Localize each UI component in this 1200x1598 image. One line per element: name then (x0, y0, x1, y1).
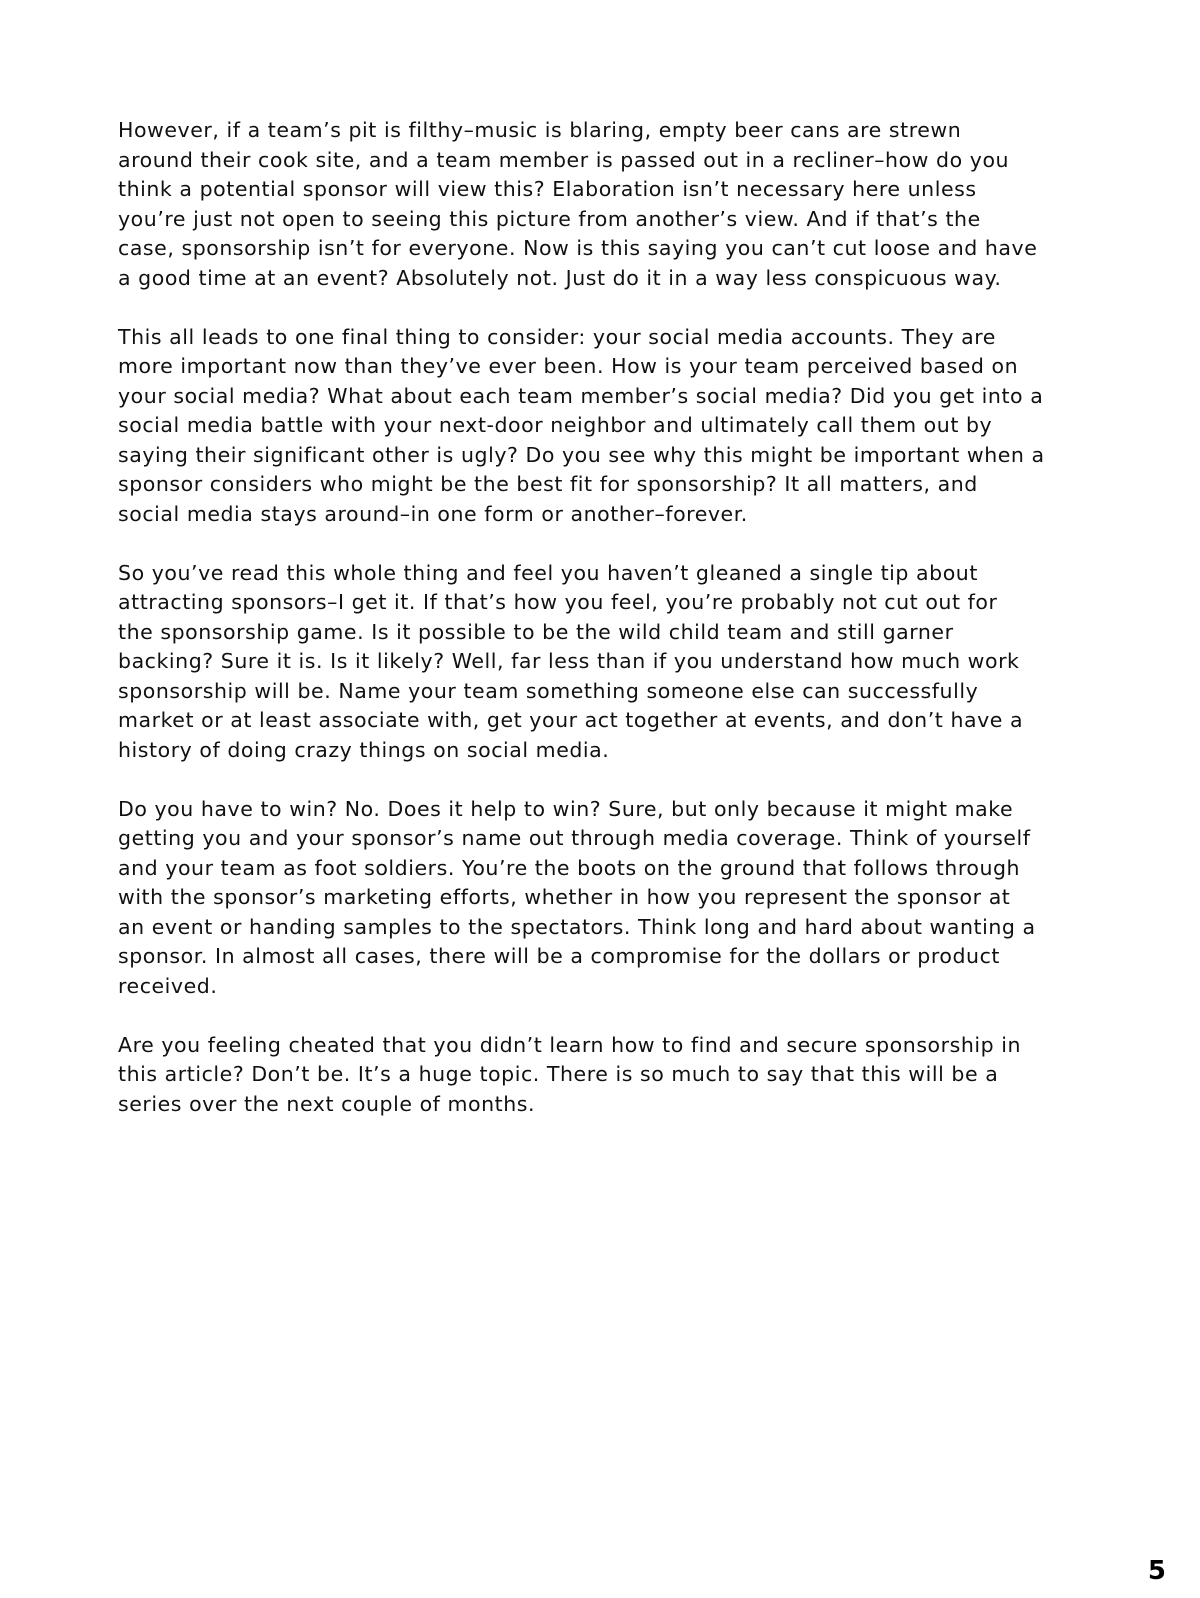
text-line: the sponsorship game. Is it possible to be the wild child team and still garner (118, 619, 954, 644)
text-line: a good time at an event? Absolutely not. Just do it in a way less conspicuous way. (118, 265, 1002, 290)
article-body (118, 116, 1078, 1149)
text-line: case, sponsorship isn’t for everyone. Now is this saying you can’t cut loose and have (118, 236, 1038, 260)
paragraph (118, 1031, 1078, 1120)
text-line: getting you and your sponsor’s name out through media coverage. Think of yourself (118, 826, 1031, 850)
page-number: 5 (1147, 1556, 1166, 1586)
text-line: an event or handing samples to the spectators. Think long and hard about wanting a (118, 914, 1036, 939)
text-line: your social media? What about each team member’s social media? Did you get into a (118, 383, 1044, 408)
text-line: series over the next couple of months. (118, 1091, 536, 1116)
text-line: think a potential sponsor will view this? Elaboration isn’t necessary here unless (118, 177, 977, 201)
text-line: sponsor considers who might be the best fit for sponsorship? It all matters, and (118, 472, 978, 496)
text-line: social media stays around–in one form or another–forever. (118, 501, 748, 526)
text-line: around their cook site, and a team member is passed out in a recliner–how do you (118, 147, 1010, 172)
text-line: backing? Sure it is. Is it likely? Well, far less than if you understand how much work (118, 649, 1020, 673)
text-line: sponsorship will be. Name your team something someone else can successfully (118, 678, 979, 703)
text-line: Are you feeling cheated that you didn’t learn how to find and secure sponsorship in (118, 1032, 1022, 1057)
text-line: attracting sponsors–I get it. If that’s how you feel, you’re probably not cut out for (118, 590, 998, 614)
paragraph (118, 795, 1078, 1002)
text-line: this article? Don’t be. It’s a huge topic. There is so much to say that this will be a (118, 1062, 999, 1086)
text-line: This all leads to one final thing to consider: your social media accounts. They are (118, 324, 996, 349)
paragraph (118, 323, 1078, 530)
text-line: history of doing crazy things on social media. (118, 737, 610, 762)
text-line: sponsor. In almost all cases, there will be a compromise for the dollars or product (118, 944, 1001, 968)
text-line: market or at least associate with, get your act together at events, and don’t have a (118, 708, 1024, 732)
text-line: So you’ve read this whole thing and feel you haven’t gleaned a single tip about (118, 560, 978, 585)
text-line: saying their significant other is ugly? Do you see why this might be important when a (118, 442, 1045, 467)
text-line: received. (118, 973, 218, 998)
text-line: more important now than they’ve ever been. How is your team perceived based on (118, 354, 1019, 378)
text-line: However, if a team’s pit is filthy–music is blaring, empty beer cans are strewn (118, 118, 962, 142)
paragraph (118, 559, 1078, 766)
text-line: and your team as foot soldiers. You’re the boots on the ground that follows through (118, 855, 1021, 880)
paragraph (118, 116, 1078, 293)
text-line: social media battle with your next-door neighbor and ultimately call them out by (118, 413, 993, 437)
text-line: you’re just not open to seeing this picture from another’s view. And if that’s the (118, 206, 981, 231)
text-line: with the sponsor’s marketing efforts, whether in how you represent the sponsor at (118, 885, 1011, 909)
text-line: Do you have to win? No. Does it help to win? Sure, but only because it might make (118, 796, 1014, 821)
